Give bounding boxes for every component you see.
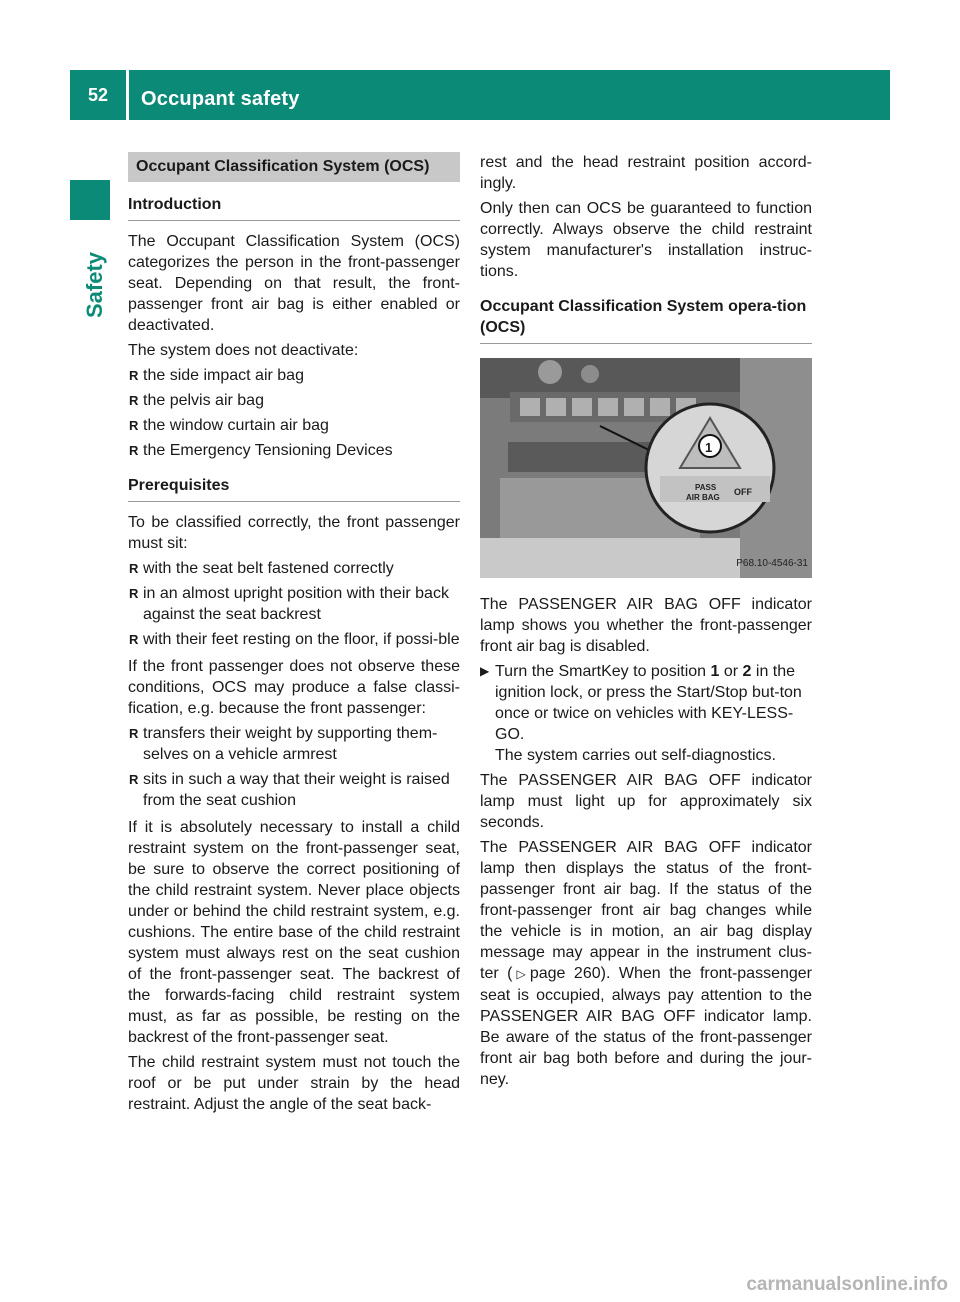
bullet-icon: R [129,418,139,433]
right-column [480,152,812,1094]
list-item-text: the Emergency Tensioning Devices [143,442,393,459]
console-illustration [480,358,812,578]
side-tab-label: Safety [82,251,107,319]
bullet-icon: R [129,772,139,787]
bullet-icon: R [129,726,139,741]
figure-label-airbag: AIR BAG [686,493,720,502]
instruction-step [480,661,812,766]
section-title: Occupant Classification System (OCS) [128,152,460,182]
step-text: Turn the SmartKey to position [495,663,711,680]
prereq-paragraph: To be classified correctly, the front passenger must sit: [128,514,460,552]
position-1: 1 [710,663,720,680]
list-item [128,769,460,811]
bullet-icon: R [129,632,139,647]
left-column [128,152,460,1119]
side-tab-marker [70,180,110,220]
callout-number: 1 [705,440,713,455]
list-item-text: with their feet resting on the floor, if possi-ble [143,631,460,648]
prereq-list [128,558,460,650]
step-text: or [719,663,743,680]
list-item [128,415,460,436]
introduction-heading: Introduction [128,194,460,221]
figure-code: P68.10-4546-31 [736,558,808,569]
step-arrow-icon: ▶ [480,664,490,678]
page-number: 52 [87,84,109,105]
bullet-icon: R [129,393,139,408]
operation-paragraph: The PASSENGER AIR BAG OFF indicator lamp shows you whether the front-passenger front air bag is disabled. [480,596,812,655]
watermark: carmanualsonline.info [746,1274,948,1295]
operation-paragraph [480,837,812,1090]
center-console-figure [480,358,812,578]
list-item [128,583,460,625]
list-item [128,390,460,411]
prereq-list-2 [128,723,460,811]
ocs-operation-heading: Occupant Classification System opera-tion (OCS) [480,296,812,344]
list-item [128,723,460,765]
header-divider [126,70,129,120]
figure-label-off: OFF [734,487,752,497]
prereq-paragraph: If the front passenger does not observe these conditions, OCS may produce a false classi-fication, e.g. because the front passenger: [128,658,460,717]
page-reference-link[interactable]: page 260 [529,965,601,982]
prereq-paragraph: If it is absolutely necessary to install a child restraint system on the front-passenger seat, be sure to observe the correct positioning of the child restraint system. Never place objects under or behind the child restraint system, e.g. cushions. The entire base of the child restraint system must always rest on the seat cushion of the front-passenger seat. The backrest of the forwards-facing child restraint system must, as far as possible, be resting on the backrest of the front-passenger seat. [128,819,460,1046]
list-item-text: with the seat belt fastened correctly [143,560,394,577]
prerequisites-heading: Prerequisites [128,475,460,502]
operation-paragraph: The PASSENGER AIR BAG OFF indicator lamp must light up for approximately six seconds. [480,772,812,831]
continued-paragraph: Only then can OCS be guaranteed to function correctly. Always observe the child restraint system manufacturer's installation instruc-tions. [480,200,812,280]
list-item-text: transfers their weight by supporting them-selves on a vehicle armrest [143,725,438,763]
bullet-icon: R [129,443,139,458]
page-reference-arrow-icon: ▷ [512,967,530,981]
intro-list [128,365,460,461]
intro-paragraph: The system does not deactivate: [128,342,359,359]
list-item [128,558,460,579]
paragraph-text: ). When the front-passenger seat is occupied, always pay attention to the PASSENGER AIR BAG OFF indicator lamp. Be aware of the status of the front-passenger front air bag both before and during the jour-ney. [480,965,813,1088]
list-item-text: the pelvis air bag [143,392,264,409]
page-title: Occupant safety [141,88,300,110]
list-item [128,440,460,461]
list-item-text: sits in such a way that their weight is raised from the seat cushion [143,771,450,809]
bullet-icon: R [129,561,139,576]
list-item [128,365,460,386]
list-item-text: the window curtain air bag [143,417,329,434]
step-text: in the ignition lock, or press the Start/Stop but-ton once or twice on vehicles with KEY-LESS-GO. [495,663,802,743]
intro-paragraph: The Occupant Classification System (OCS) categorizes the person in the front-passenger seat. Depending on that result, the front-passenger front air bag is either enabled or deactivated. [128,233,460,334]
prereq-paragraph: The child restraint system must not touch the roof or be put under strain by the head restraint. Adjust the angle of the seat back- [128,1054,460,1113]
list-item-text: the side impact air bag [143,367,304,384]
position-2: 2 [742,663,752,680]
list-item-text: in an almost upright position with their back against the seat backrest [143,585,449,623]
list-item [128,629,460,650]
step-result: The system carries out self-diagnostics. [495,747,776,764]
figure-label-pass: PASS [695,483,717,492]
continued-paragraph: rest and the head restraint position accord-ingly. [480,154,812,192]
paragraph-text: The PASSENGER AIR BAG OFF indicator lamp then displays the status of the front-passenger front air bag. If the status of the front-passenger front air bag changes while the vehicle is in motion, an air bag display message may appear in the instrument clus-ter ( [480,839,812,982]
bullet-icon: R [129,368,139,383]
bullet-icon: R [129,586,139,601]
